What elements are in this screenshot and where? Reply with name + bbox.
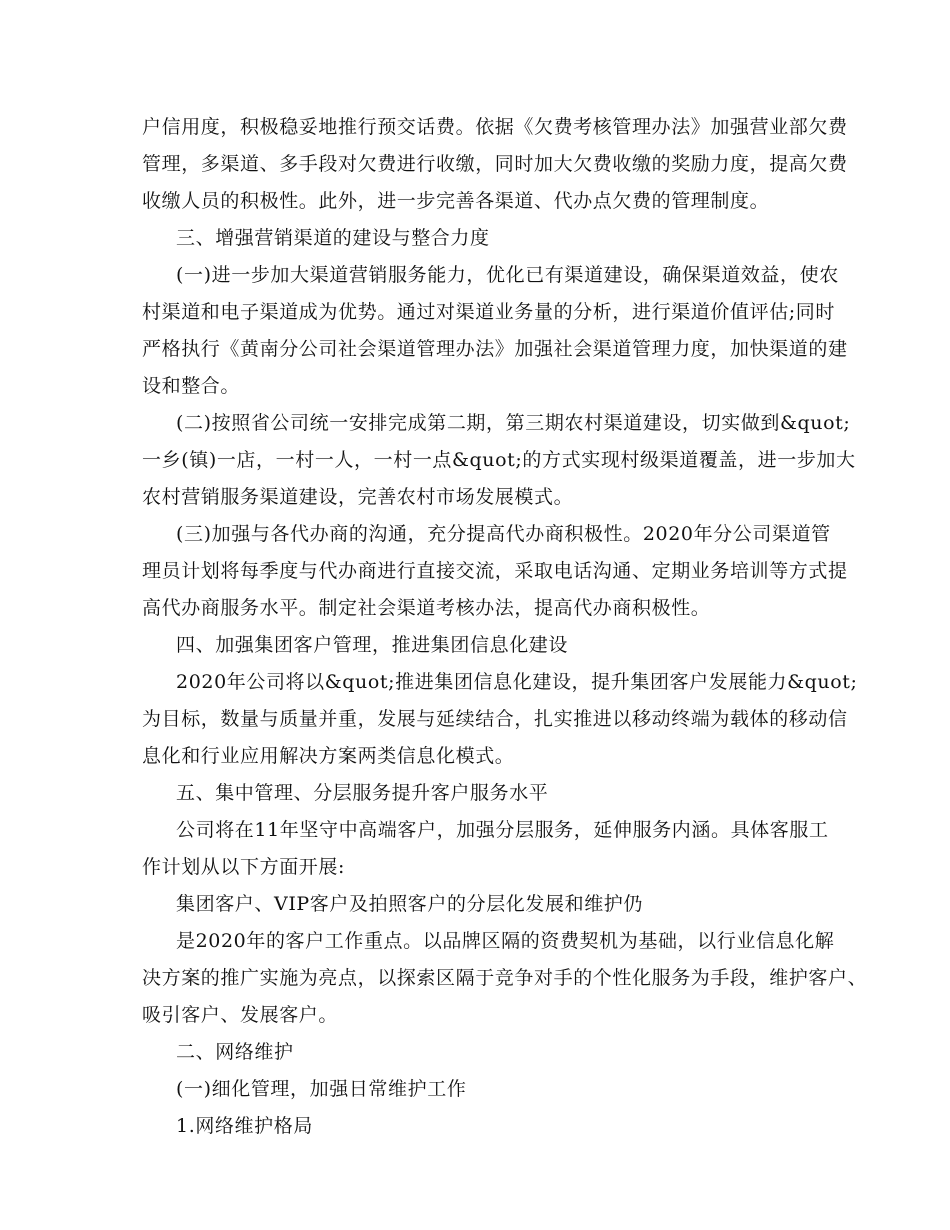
- text-line: 作计划从以下方面开展:: [142, 856, 346, 878]
- text-line: 2020年公司将以&quot;推进集团信息化建设，提升集团客户发展能力&quot;: [176, 671, 858, 693]
- subsection-heading: (一)细化管理，加强日常维护工作: [176, 1078, 467, 1100]
- section-heading: 五、集中管理、分层服务提升客户服务水平: [176, 782, 549, 804]
- text-line: 决方案的推广实施为亮点，以探索区隔于竞争对手的个性化服务为手段，维护客户、: [142, 967, 868, 989]
- section-heading: 四、加强集团客户管理，推进集团信息化建设: [176, 634, 569, 656]
- subsection-heading: 1.网络维护格局: [176, 1115, 313, 1137]
- text-line: 集团客户、VIP客户及拍照客户的分层化发展和维护仍: [176, 893, 644, 915]
- text-line: 一乡(镇)一店，一村一人，一村一点&quot;的方式实现村级渠道覆盖，进一步加大: [142, 449, 856, 471]
- text-line: 是2020年的客户工作重点。以品牌区隔的资费契机为基础，以行业信息化解: [176, 930, 835, 952]
- section-heading: 三、增强营销渠道的建设与整合力度: [176, 227, 490, 249]
- text-line: 设和整合。: [142, 375, 241, 397]
- text-line: 村渠道和电子渠道成为优势。通过对渠道业务量的分析，进行渠道价值评估;同时: [142, 301, 836, 323]
- text-line: 高代办商服务水平。制定社会渠道考核办法，提高代办商积极性。: [142, 597, 711, 619]
- text-line: 户信用度，积极稳妥地推行预交话费。依据《欠费考核管理办法》加强营业部欠费: [142, 116, 848, 138]
- text-line: 理员计划将每季度与代办商进行直接交流，采取电话沟通、定期业务培训等方式提: [142, 560, 848, 582]
- text-line: 严格执行《黄南分公司社会渠道管理办法》加强社会渠道管理力度，加快渠道的建: [142, 338, 848, 360]
- text-line: 农村营销服务渠道建设，完善农村市场发展模式。: [142, 486, 574, 508]
- text-line: 吸引客户、发展客户。: [142, 1004, 339, 1026]
- text-line: (一)进一步加大渠道营销服务能力，优化已有渠道建设，确保渠道效益，使农: [176, 264, 839, 286]
- text-line: 管理，多渠道、多手段对欠费进行收缴，同时加大欠费收缴的奖励力度，提高欠费: [142, 153, 848, 175]
- section-heading: 二、网络维护: [176, 1041, 294, 1063]
- text-line: (三)加强与各代办商的沟通，充分提高代办商积极性。2020年分公司渠道管: [176, 523, 831, 545]
- text-line: 收缴人员的积极性。此外，进一步完善各渠道、代办点欠费的管理制度。: [142, 190, 770, 212]
- text-line: 息化和行业应用解决方案两类信息化模式。: [142, 745, 515, 767]
- text-line: (二)按照省公司统一安排完成第二期，第三期农村渠道建设，切实做到&quot;: [176, 412, 851, 434]
- text-line: 公司将在11年坚守中高端客户，加强分层服务，延伸服务内涵。具体客服工: [176, 819, 829, 841]
- text-line: 为目标，数量与质量并重，发展与延续结合，扎实推进以移动终端为载体的移动信: [142, 708, 848, 730]
